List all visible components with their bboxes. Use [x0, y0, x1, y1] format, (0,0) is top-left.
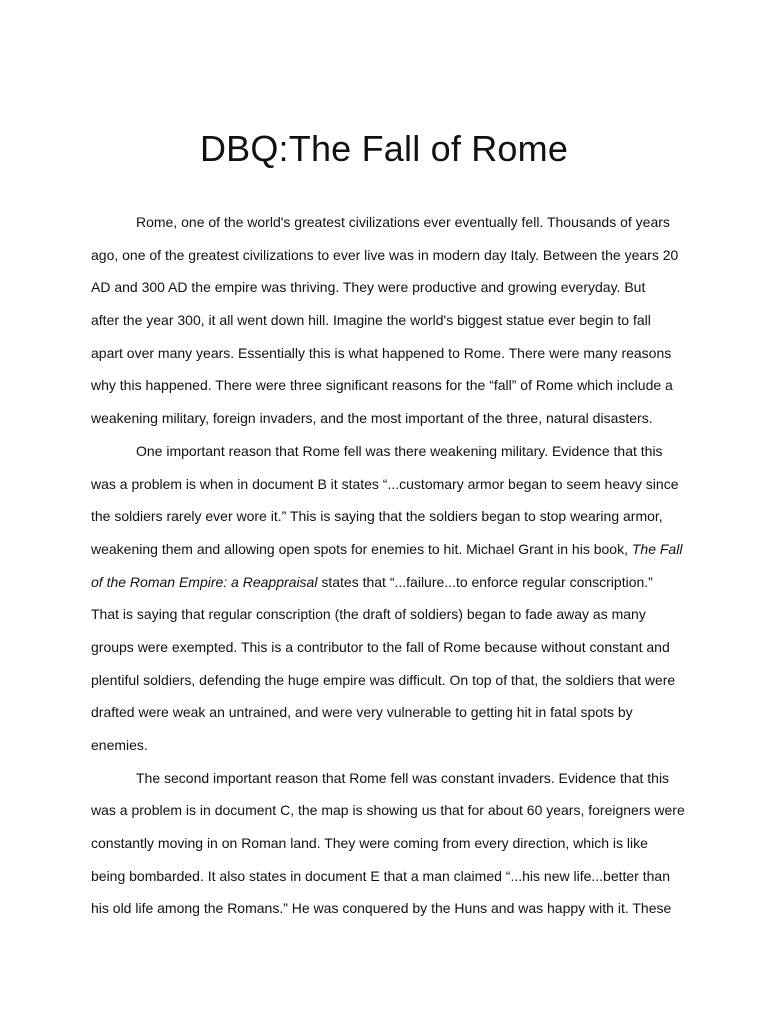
line-text: One important reason that Rome fell was there weakening military. Evidence that this: [136, 442, 663, 459]
text-line: [91, 892, 691, 925]
line-text: states that “...failure...to enforce regular conscription.”: [317, 573, 653, 590]
line-text: weakening military, foreign invaders, and the most important of the three, natural disasters.: [91, 410, 653, 427]
text-line: [91, 468, 691, 501]
line-text: weakening them and allowing open spots for enemies to hit. Michael Grant in his book,: [91, 540, 632, 557]
line-text: why this happened. There were three significant reasons for the “fall” of Rome which include a: [91, 377, 673, 394]
line-text: was a problem is in document C, the map is showing us that for about 60 years, foreigners were: [91, 802, 685, 819]
text-line: [91, 402, 691, 435]
line-text: after the year 300, it all went down hill. Imagine the world's biggest statue ever begin to fall: [91, 312, 651, 329]
text-line: [91, 631, 691, 664]
line-text: being bombarded. It also states in document E that a man claimed “...his new life...better than: [91, 867, 670, 884]
text-line: [91, 435, 691, 468]
text-line: [91, 533, 691, 566]
line-text: Rome, one of the world's greatest civilizations ever eventually fell. Thousands of years: [136, 214, 670, 230]
text-line: [91, 337, 691, 370]
line-text: ago, one of the greatest civilizations to ever live was in modern day Italy. Between the years 20: [91, 246, 679, 263]
text-line: [91, 696, 691, 729]
line-text: apart over many years. Essentially this is what happened to Rome. There were many reasons: [91, 344, 672, 361]
line-text: drafted were weak an untrained, and were very vulnerable to getting hit in fatal spots by: [91, 704, 633, 721]
text-line: [91, 271, 691, 304]
line-text: his old life among the Romans.” He was conquered by the Huns and was happy with it. These: [91, 900, 672, 917]
italic-text: of the Roman Empire: a Reappraisal: [91, 573, 318, 590]
text-line: [91, 304, 691, 337]
line-text: The second important reason that Rome fell was constant invaders. Evidence that this: [136, 769, 670, 786]
line-text: constantly moving in on Roman land. They were coming from every direction, which is like: [91, 835, 648, 852]
italic-text: The Fall: [631, 540, 683, 557]
line-text: That is saying that regular conscription (the draft of soldiers) began to fade away as many: [91, 606, 646, 623]
document-title: DBQ:The Fall of Rome: [199, 128, 569, 169]
text-line: [91, 794, 691, 827]
text-line: [91, 566, 691, 599]
text-line: [91, 500, 691, 533]
text-line: [91, 827, 691, 860]
line-text: AD and 300 AD the empire was thriving. They were productive and growing everyday. But: [91, 279, 646, 296]
text-line: [91, 729, 691, 762]
text-line: [91, 239, 691, 272]
text-line: [91, 206, 691, 239]
text-line: [91, 762, 691, 795]
line-text: plentiful soldiers, defending the huge empire was difficult. On top of that, the soldiers that were: [91, 671, 676, 688]
text-line: [91, 860, 691, 893]
document-body: [91, 206, 691, 925]
text-line: [91, 598, 691, 631]
line-text: groups were exempted. This is a contributor to the fall of Rome because without constant and: [91, 638, 670, 655]
text-line: [91, 664, 691, 697]
line-text: was a problem is when in document B it states “...customary armor began to seem heavy since: [91, 475, 679, 492]
text-line: [91, 369, 691, 402]
line-text: enemies.: [91, 737, 148, 753]
line-text: the soldiers rarely ever wore it.” This is saying that the soldiers began to stop wearing armor,: [91, 508, 663, 525]
